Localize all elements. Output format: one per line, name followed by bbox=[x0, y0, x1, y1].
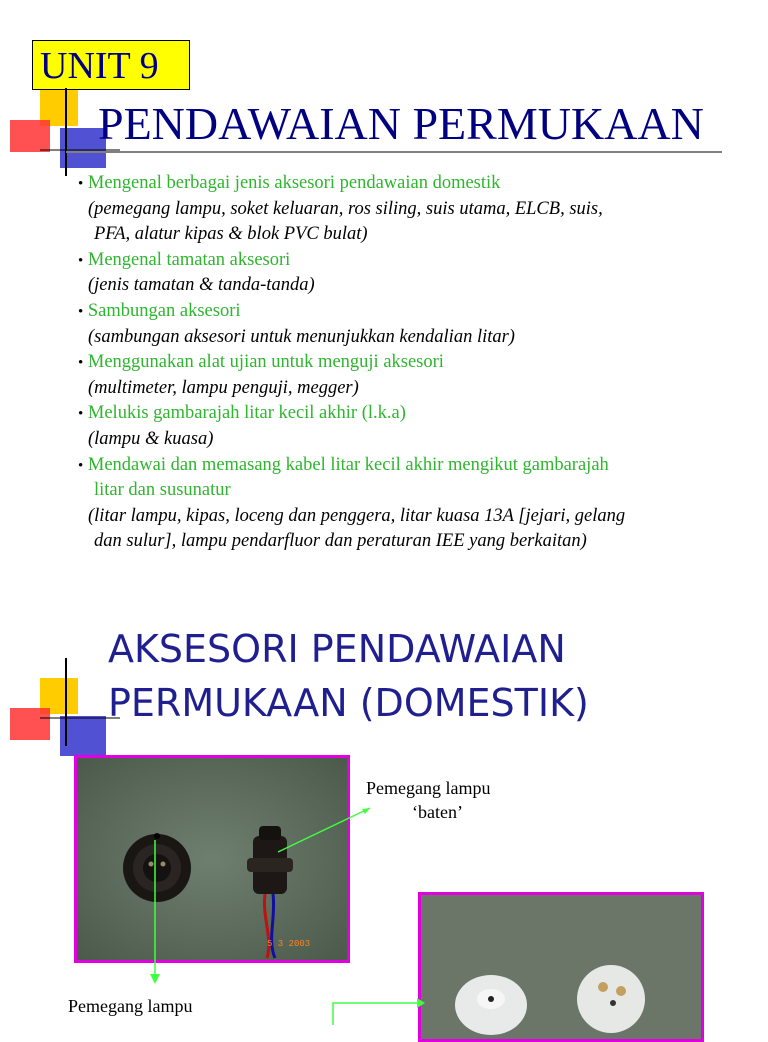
bullet-dot: • bbox=[78, 304, 84, 320]
bullet-text: Mendawai dan memasang kabel litar kecil akhir mengikut gambarajah bbox=[87, 454, 609, 475]
bullet-detail bbox=[94, 528, 587, 554]
bullet-text: (multimeter, lampu penguji, megger) bbox=[88, 377, 359, 398]
caption-baten-line2: ‘baten’ bbox=[412, 802, 463, 822]
bullet-detail bbox=[94, 221, 368, 247]
page-title: PENDAWAIAN PERMUKAAN bbox=[98, 98, 704, 149]
bullet-text: Melukis gambarajah litar kecil akhir (l.k.a) bbox=[87, 403, 406, 424]
bullet-detail bbox=[88, 375, 359, 401]
bullet-text: (sambungan aksesori untuk menunjukkan kendalian litar) bbox=[88, 326, 515, 347]
bullet-detail bbox=[94, 477, 231, 503]
caption-baten-line1: Pemegang lampu bbox=[366, 778, 491, 798]
bullet-detail bbox=[88, 426, 213, 452]
bullet-detail bbox=[88, 503, 625, 529]
bullet-dot: • bbox=[78, 176, 84, 192]
bullet-detail bbox=[88, 324, 515, 350]
bullet-text: (lampu & kuasa) bbox=[88, 429, 214, 449]
bullet-detail bbox=[88, 272, 315, 298]
title-divider bbox=[66, 151, 722, 153]
bullet-dot: • bbox=[78, 457, 84, 474]
photo-date-stamp: 5 3 2003 bbox=[267, 939, 311, 949]
bullet-dot: • bbox=[78, 252, 84, 269]
decorative-squares-icon bbox=[10, 658, 120, 768]
unit-label: UNIT 9 bbox=[40, 45, 159, 87]
arrow-down-icon bbox=[148, 840, 162, 990]
arrow-ceiling-rose-icon bbox=[325, 995, 425, 1025]
arrow-baten-icon bbox=[270, 800, 380, 860]
bullet-text: Menggunakan alat ujian untuk menguji aksesori bbox=[87, 352, 444, 373]
bullet-text: (pemegang lampu, soket keluaran, ros siling, suis utama, ELCB, suis, bbox=[88, 198, 603, 219]
bullet-dot: • bbox=[78, 406, 84, 423]
bullet-text: litar dan susunatur bbox=[94, 480, 231, 501]
bullet-text: (litar lampu, kipas, loceng dan penggera, litar kuasa 13A [jejari, gelang bbox=[88, 505, 626, 526]
bullet-text: Mengenal berbagai jenis aksesori pendawaian domestik bbox=[87, 173, 501, 193]
bullet-item bbox=[78, 349, 444, 376]
section-title-line1: AKSESORI PENDAWAIAN bbox=[108, 627, 566, 671]
bullet-item bbox=[78, 170, 500, 197]
bullet-item bbox=[78, 452, 609, 479]
bullet-item bbox=[78, 400, 406, 427]
bullet-text: PFA, alatur kipas & blok PVC bulat) bbox=[94, 224, 368, 245]
section-title-line2: PERMUKAAN (DOMESTIK) bbox=[108, 681, 589, 725]
bullet-item bbox=[78, 298, 241, 325]
bullet-text: dan sulur], lampu pendarfluor dan peraturan IEE yang berkaitan) bbox=[94, 531, 587, 552]
caption-bottom: Pemegang lampu bbox=[68, 996, 193, 1016]
bullet-dot: • bbox=[78, 355, 84, 372]
bullet-detail bbox=[88, 196, 603, 222]
bullet-text: Mengenal tamatan aksesori bbox=[87, 249, 291, 270]
bullet-text: (jenis tamatan & tanda-tanda) bbox=[88, 275, 315, 296]
photo-ceiling-rose bbox=[418, 892, 704, 1042]
bullet-text: Sambungan aksesori bbox=[87, 301, 241, 321]
bullet-item bbox=[78, 247, 290, 274]
ceiling-rose-photo bbox=[421, 895, 701, 1039]
